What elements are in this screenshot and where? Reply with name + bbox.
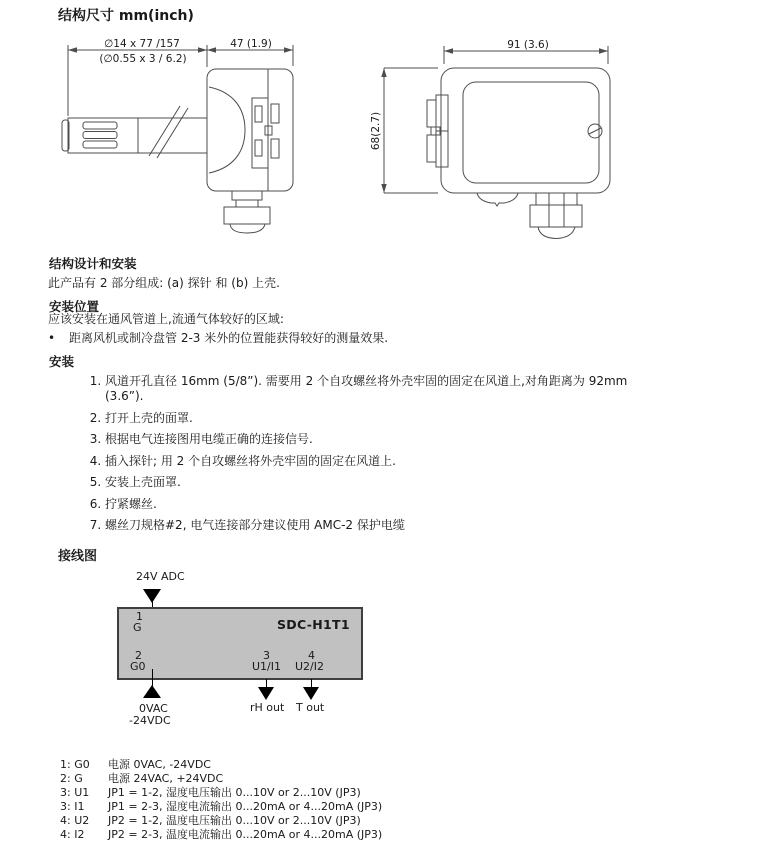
pin2-name: G0 [130, 660, 146, 673]
rh-out-label: rH out [250, 701, 285, 714]
probe-dimension-inch-label: (∅0.55 x 3 / 6.2) [99, 53, 187, 65]
step-text: 4. 插入探针; 用 2 个自攻螺丝将外壳牢固的固定在风道上. [105, 453, 396, 468]
bullet-icon: • [48, 331, 56, 345]
dimension-drawings [0, 0, 770, 265]
clip-bracket [252, 98, 268, 168]
page-title: 结构尺寸 mm(inch) [58, 8, 194, 24]
legend-pin: 2: G [60, 771, 83, 785]
probe-filter-slot [83, 132, 117, 139]
step-text: 5. 安装上壳面罩. [105, 475, 181, 489]
legend-desc: JP1 = 2-3, 湿度电流输出 0...20mA or 4...20mA (JP3) [108, 799, 383, 813]
wire-stub [152, 669, 153, 686]
legend-row [60, 772, 382, 786]
ground-label-24vdc: -24VDC [129, 714, 171, 727]
pin4-number: 4 [308, 649, 315, 662]
legend-row [60, 828, 382, 842]
bullet-text: 距离风机或制冷盘管 2-3 米外的位置能获得较好的测量效果. [69, 331, 389, 345]
break-line [149, 106, 180, 156]
legend-row [60, 814, 382, 828]
terminal-legend [60, 758, 382, 841]
housing-height-label: 68(2.7) [370, 111, 382, 151]
pin1-number: 1 [136, 610, 143, 623]
ground-arrow-up-icon [143, 685, 161, 698]
pin2-number: 2 [135, 649, 142, 662]
location-body-text: 应该安装在通风管道上,流通气体较好的区域: [48, 312, 284, 326]
pin3-number: 3 [263, 649, 270, 662]
pin1-name: G [133, 621, 142, 634]
install-step [105, 475, 765, 490]
probe-filter-slot [83, 141, 117, 148]
cable-gland-front [530, 193, 582, 239]
step-text: 1. 风道开孔直径 16mm (5/8”). 需要用 2 个自攻螺丝将外壳牢固的固定在风道上,对角距离为 92mm [105, 374, 628, 388]
install-step [105, 411, 765, 426]
probe-dimension-label: ∅14 x 77 /157 [104, 38, 180, 50]
t-out-arrow-icon [303, 687, 319, 700]
step-text: 3. 根据电气连接图用电缆正确的连接信号. [105, 432, 313, 446]
design-body-text: 此产品有 2 部分组成: (a) 探针 和 (b) 上壳. [48, 276, 280, 290]
install-step [105, 518, 765, 533]
housing-width-label: 91 (3.6) [507, 39, 549, 51]
install-steps-list [48, 374, 765, 540]
section-heading-wiring: 接线图 [58, 549, 98, 564]
legend-row [60, 800, 382, 814]
dimension-arrowheads [381, 48, 608, 193]
legend-desc: JP2 = 2-3, 温度电流输出 0...20mA or 4...20mA (JP3) [108, 827, 383, 841]
legend-desc: 电源 24VAC, +24VDC [108, 771, 224, 785]
front-view-drawing [370, 39, 610, 239]
legend-row [60, 758, 382, 772]
side-view-drawing [62, 38, 293, 233]
step-text: 2. 打开上壳的面罩. [105, 410, 193, 425]
location-bullet-item [48, 331, 388, 346]
step-text: 7. 螺丝刀规格#2, 电气连接部分建议使用 AMC-2 保护电缆 [105, 518, 405, 532]
housing-cover-outline [463, 82, 599, 183]
legend-row [60, 786, 382, 800]
legend-pin: 3: I1 [60, 799, 85, 813]
model-label: SDC-H1T1 [277, 617, 350, 632]
t-out-label: T out [296, 701, 325, 714]
install-step [105, 374, 765, 404]
legend-pin: 4: U2 [60, 813, 90, 827]
supply-label-24v: 24V ADC [136, 570, 185, 583]
probe-boss [477, 193, 518, 206]
legend-desc: 电源 0VAC, -24VDC [108, 758, 211, 771]
legend-pin: 3: U1 [60, 785, 90, 799]
pin4-name: U2/I2 [295, 660, 324, 673]
housing-side-outline [207, 69, 293, 191]
legend-desc: JP2 = 1-2, 温度电压输出 0...10V or 2...10V (JP3) [108, 813, 361, 827]
step-text: (3.6”). [105, 389, 144, 403]
legend-pin: 4: I2 [60, 827, 85, 841]
housing-depth-label: 47 (1.9) [230, 38, 272, 50]
legend-pin: 1: G0 [60, 758, 90, 771]
cable-gland-side [224, 191, 270, 233]
step-text: 6. 拧紧螺丝. [105, 496, 157, 511]
probe-filter-slot [83, 122, 117, 129]
ground-label-0vac: 0VAC [139, 702, 168, 715]
section-heading-install: 安装 [49, 354, 75, 369]
section-heading-location: 安装位置 [49, 299, 100, 314]
housing-bulge [209, 87, 245, 173]
break-line [157, 108, 188, 158]
hinge-clips [427, 95, 448, 167]
install-step [105, 454, 765, 469]
install-step [105, 432, 765, 447]
rh-out-arrow-icon [258, 687, 274, 700]
pin3-name: U1/I1 [252, 660, 281, 673]
install-step [105, 497, 765, 512]
legend-desc: JP1 = 1-2, 湿度电压输出 0...10V or 2...10V (JP3) [108, 785, 361, 799]
section-heading-design: 结构设计和安装 [49, 256, 137, 271]
